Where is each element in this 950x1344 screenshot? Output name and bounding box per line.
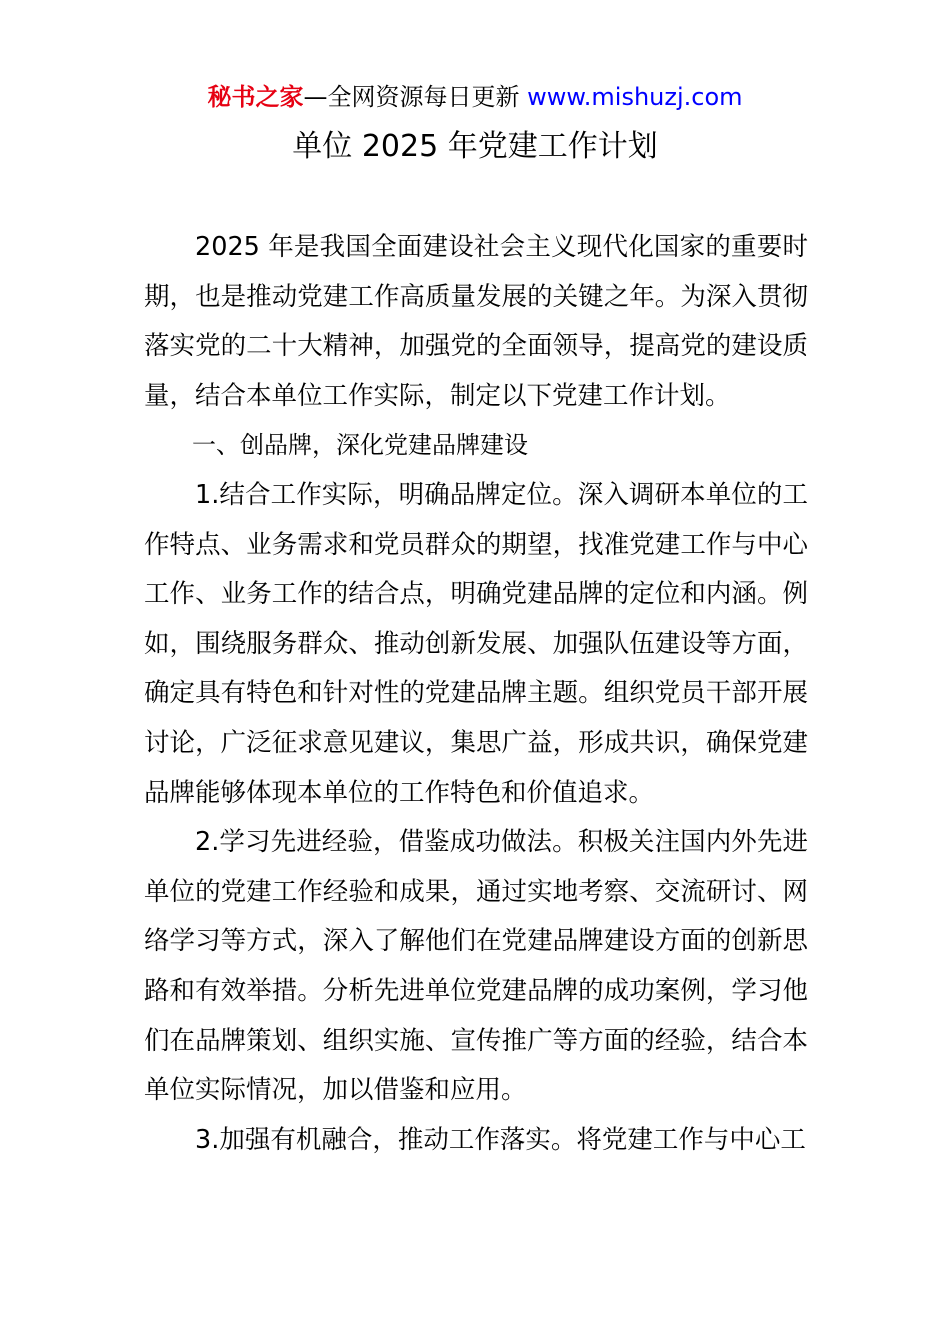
site-banner (0, 80, 950, 114)
body-paragraph: 2.学习先进经验，借鉴成功做法。积极关注国内外先进单位的党建工作经验和成果，通过实地考察、交流研讨、网络学习等方式，深入了解他们在党建品牌建设方面的创新思路和有效举措。分析先进单位党建品牌的成功案例，学习他们在品牌策划、组织实施、宣传推广等方面的经验，结合本单位实际情况，加以借鉴和应用。 (144, 827, 808, 1106)
body-paragraph: 3.加强有机融合，推动工作落实。将党建工作与中心工 (195, 1124, 806, 1155)
document-title: 单位 2025 年党建工作计划 (292, 129, 658, 164)
body-paragraph: 1.结合工作实际，明确品牌定位。深入调研本单位的工作特点、业务需求和党员群众的期望，找准党建工作与中心工作、业务工作的结合点，明确党建品牌的定位和内涵。例如，围绕服务群众、推动创新发展、加强队伍建设等方面，确定具有特色和针对性的党建品牌主题。组织党员干部开展讨论，广泛征求意见建议，集思广益，形成共识，确保党建品牌能够体现本单位的工作特色和价值追求。 (144, 479, 808, 808)
site-url-link[interactable]: www.mishuzj.com (527, 83, 743, 111)
intro-paragraph: 2025 年是我国全面建设社会主义现代化国家的重要时期，也是推动党建工作高质量发展的关键之年。为深入贯彻落实党的二十大精神，加强党的全面领导，提高党的建设质量，结合本单位工作实际，制定以下党建工作计划。 (144, 232, 808, 411)
site-tagline: —全网资源每日更新 (303, 83, 528, 111)
document-body (144, 223, 808, 1165)
section-heading: 一、创品牌，深化党建品牌建设 (192, 431, 528, 460)
site-brand: 秘书之家 (207, 83, 304, 111)
